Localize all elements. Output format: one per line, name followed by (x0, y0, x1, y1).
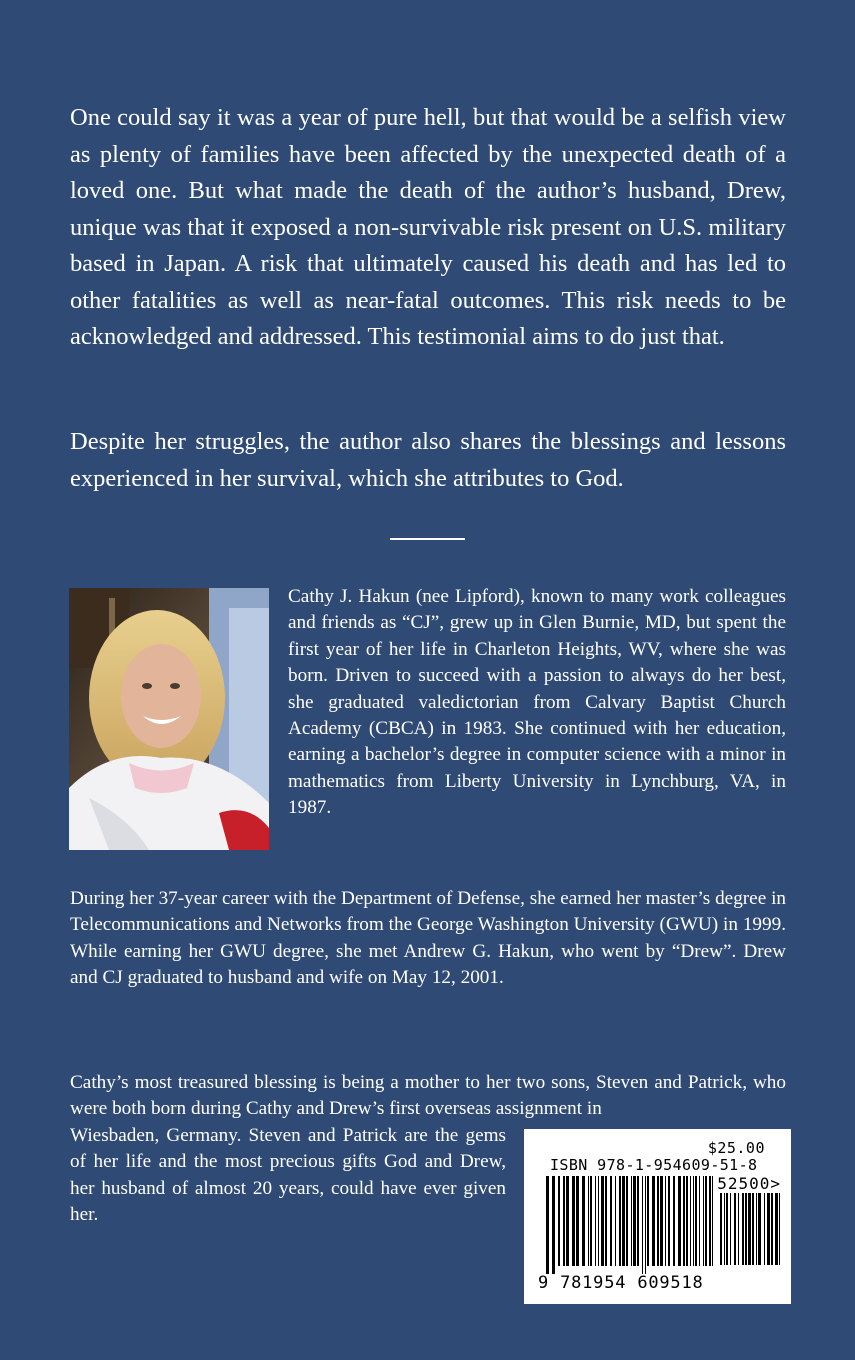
barcode-bar (693, 1176, 694, 1266)
barcode-bar (748, 1193, 751, 1265)
barcode-bar (610, 1176, 612, 1266)
barcode-bar (645, 1176, 646, 1274)
price-label: $25.00 (707, 1139, 765, 1157)
barcode-bar (734, 1193, 736, 1265)
barcode-bar (631, 1176, 632, 1266)
blurb-paragraph-2: Despite her struggles, the author also shares the blessings and lessons experienced in her survival, which she attributes to God. (70, 428, 786, 492)
barcode-bar (576, 1176, 579, 1266)
barcode-bar (595, 1176, 596, 1266)
barcode-bar (582, 1176, 585, 1266)
barcode-bar (590, 1176, 592, 1266)
isbn-barcode (524, 1129, 791, 1304)
blurb-paragraph-1: One could say it was a year of pure hell, but that would be a selfish view as plenty of families have been affected by the unexpected death of a loved one. But what made the death of the author’s husband, Drew, unique was that it exposed a non-survivable risk present on U.S. military based in Japan. A risk that ultimately caused his death and has led to other fatalities as well as near-fatal outcomes. This risk needs to be acknowledged and addressed. This testimonial aims to do just that. (70, 104, 786, 350)
barcode-bar (678, 1176, 681, 1266)
bio-paragraph-3-line: Cathy’s most treasured blessing is being a mother to her two sons, Steven and Patrick, who were both born during Cathy and Drew’s first overseas assignment in (70, 1072, 786, 1120)
barcode-bar (657, 1176, 659, 1266)
barcode-bar (726, 1193, 728, 1265)
bio-paragraph-1: Cathy J. Hakun (nee Lipford), known to many work colleagues and friends as “CJ”, grew up in Glen Burnie, MD, but spent the first year of her life in Charleton Heights, WV, where she was born. Driven to succeed with a passion to always do her best, she graduated valedictorian from Calvary Baptist Church Academy (CBCA) in 1983. She continued with her education, earning a bachelor’s degree in computer science with a minor in mathematics from Liberty University in Lynchburg, VA, in 1987. (288, 586, 786, 819)
barcode-bar (668, 1176, 670, 1266)
barcode-bar (642, 1176, 643, 1274)
ean-digits: 9 781954 609518 (538, 1273, 704, 1293)
barcode-bar (563, 1176, 565, 1266)
author-photo (69, 588, 269, 850)
barcode-bar (767, 1193, 770, 1265)
barcode-bar (588, 1176, 589, 1266)
barcode-bar (683, 1176, 685, 1266)
barcode-bar (764, 1193, 765, 1265)
barcode-bar (622, 1176, 625, 1266)
barcode-bar (546, 1176, 549, 1274)
barcode-bar (730, 1193, 731, 1265)
barcode-bar (665, 1176, 666, 1266)
isbn-label: ISBN 978-1-954609-51-8 (550, 1156, 758, 1174)
barcode-bar (633, 1176, 636, 1266)
barcode-bar (572, 1176, 575, 1266)
barcode-bar (552, 1176, 555, 1274)
barcode-bar (709, 1176, 711, 1266)
barcode-bar (738, 1193, 739, 1265)
bio-paragraph-2: During her 37-year career with the Department of Defense, she earned her master’s degree in Telecommunications and Networks from the George Washington University (GWU) in 1999. While earning her GWU degree, she met Andrew G. Hakun, who went by “Drew”. Drew and CJ graduated to husband and wife on May 12, 2001. (70, 888, 786, 989)
barcode-bar (615, 1176, 616, 1266)
addon-digits: 52500> (717, 1174, 781, 1193)
barcode-bar (637, 1176, 639, 1266)
barcode-bar (745, 1193, 747, 1265)
barcode-bar (699, 1176, 700, 1266)
barcode-bar (598, 1176, 599, 1266)
barcode-bar (626, 1176, 628, 1266)
barcode-bar (752, 1193, 754, 1265)
barcode-bar (742, 1193, 744, 1265)
barcode-bar (758, 1193, 761, 1265)
barcode-bar (566, 1176, 569, 1266)
barcode-bar (652, 1176, 655, 1266)
barcode-bar (647, 1176, 649, 1266)
ean-barcode-bars (546, 1176, 716, 1274)
barcode-bar (660, 1176, 663, 1266)
bio-paragraph-3-wrap: Wiesbaden, Germany. Steven and Patrick are the gems of her life and the most precious gifts God and Drew, her husband of almost 20 years, could have ever given her. (70, 1124, 506, 1226)
barcode-bar (775, 1193, 778, 1265)
barcode-bar (756, 1193, 757, 1265)
addon-barcode-bars (720, 1193, 782, 1273)
barcode-bar (686, 1176, 688, 1266)
section-divider (390, 538, 465, 540)
barcode-bar (703, 1176, 704, 1266)
barcode-bar (619, 1176, 621, 1266)
barcode-bar (720, 1193, 722, 1265)
barcode-bar (558, 1176, 560, 1266)
barcode-bar (690, 1176, 691, 1266)
barcode-bar (695, 1176, 697, 1266)
barcode-bar (601, 1176, 604, 1266)
barcode-bar (605, 1176, 607, 1266)
barcode-bar (724, 1193, 725, 1265)
barcode-bar (771, 1193, 773, 1265)
barcode-bar (712, 1176, 713, 1266)
barcode-bar (779, 1193, 780, 1265)
barcode-bar (705, 1176, 707, 1266)
barcode-bar (673, 1176, 675, 1266)
